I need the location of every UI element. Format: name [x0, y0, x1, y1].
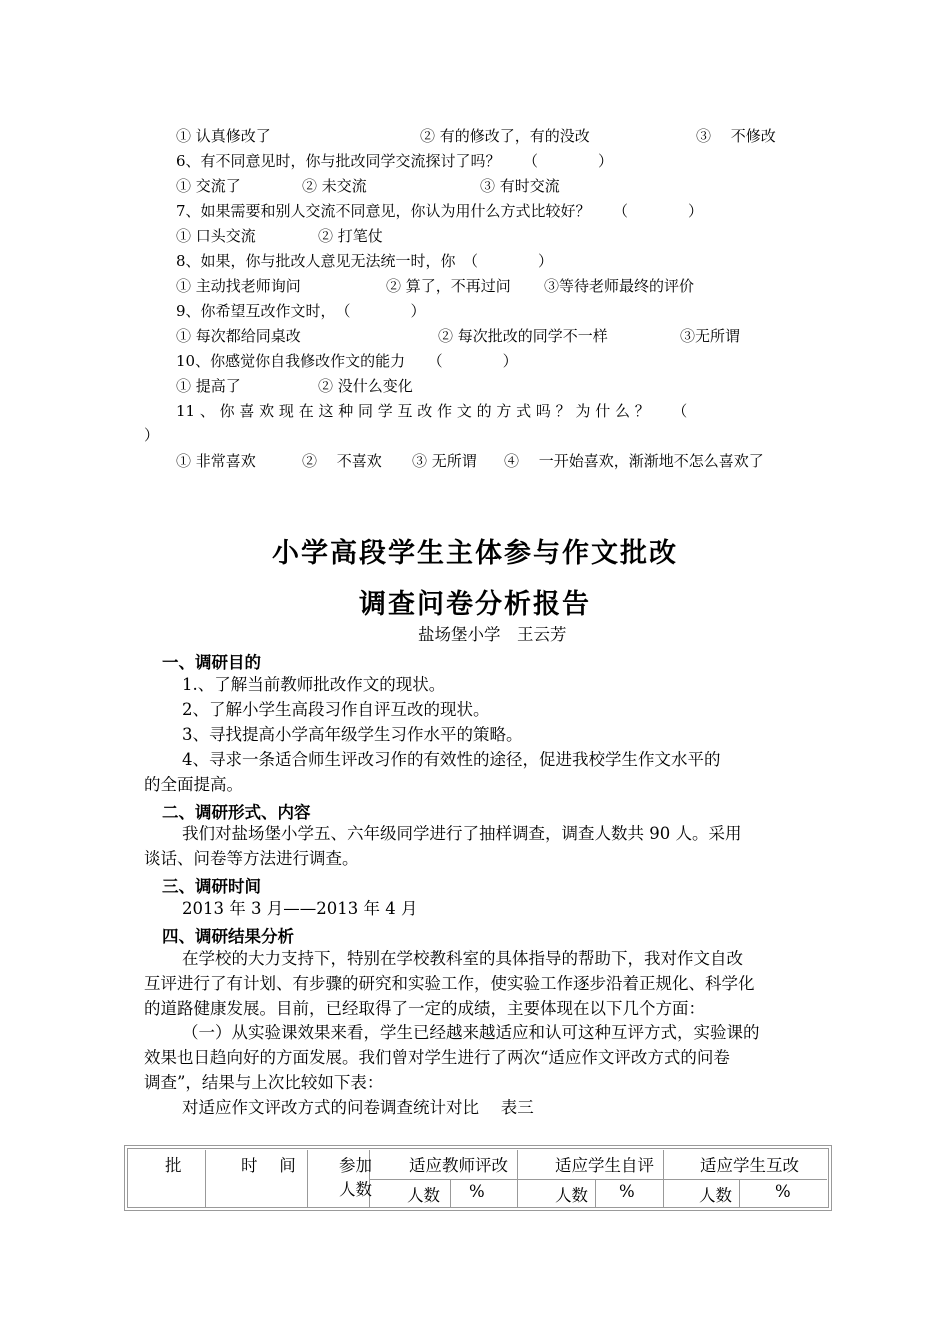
q8-option-2: ② 算了，不再过问 — [386, 277, 511, 295]
section-2-heading: 二、调研形式、内容 — [162, 803, 311, 822]
q5-option-3: ③ 不修改 — [696, 127, 776, 145]
header-participants-line-2: 人数 — [339, 1180, 372, 1199]
table-divider — [369, 1179, 827, 1180]
s2-line-1: 我们对盐场堡小学五、六年级同学进行了抽样调查，调查人数共 90 人。采用 — [182, 824, 742, 843]
s1-item-3: 3、寻找提高小学高年级学生习作水平的策略。 — [182, 725, 523, 744]
q5-option-2: ② 有的修改了，有的没改 — [420, 127, 590, 145]
table-caption: 对适应作文评改方式的问卷调查统计对比 表三 — [182, 1098, 534, 1117]
question-9: 9、你希望互改作文时， （ ） — [176, 302, 426, 320]
q6-option-1: ① 交流了 — [176, 177, 241, 195]
question-10: 10、你感觉你自我修改作文的能力 （ ） — [176, 352, 518, 370]
subheader-count: 人数 — [555, 1186, 588, 1205]
header-self-evaluation: 适应学生自评 — [555, 1156, 654, 1175]
s1-item-4: 4、寻求一条适合师生评改习作的有效性的途径，促进我校学生作文水平的 — [182, 750, 721, 769]
question-11-close: ） — [144, 426, 160, 444]
q9-option-3: ③无所谓 — [680, 327, 741, 345]
report-title-line-1: 小学高段学生主体参与作文批改 — [272, 538, 678, 569]
s4-p2-line-3: 调查”，结果与上次比较如下表： — [144, 1073, 384, 1092]
question-8: 8、如果，你与批改人意见无法统一时，你 （ ） — [176, 252, 554, 270]
q11-option-1: ① 非常喜欢 — [176, 452, 256, 470]
subheader-count: 人数 — [699, 1186, 732, 1205]
header-time: 时 间 — [241, 1156, 296, 1175]
section-1-heading: 一、调研目的 — [162, 653, 261, 672]
question-6: 6、有不同意见时，你与批改同学交流探讨了吗？ （ ） — [176, 152, 614, 170]
q10-option-1: ① 提高了 — [176, 377, 241, 395]
q5-option-1: ① 认真修改了 — [176, 127, 271, 145]
q11-option-3: ③ 无所谓 — [412, 452, 477, 470]
subheader-count: 人数 — [407, 1186, 440, 1205]
q6-option-3: ③ 有时交流 — [480, 177, 560, 195]
q6-option-2: ② 未交流 — [302, 177, 367, 195]
s4-p2-line-1: （一）从实验课效果来看，学生已经越来越适应和认可这种互评方式，实验课的 — [182, 1023, 760, 1042]
question-11: 11 、 你 喜 欢 现 在 这 种 同 学 互 改 作 文 的 方 式 吗 ？ 为 什 么 ？ （ — [176, 402, 688, 420]
s4-p1-line-1: 在学校的大力支持下，特别在学校教科室的具体指导的帮助下，我对作文自改 — [182, 949, 743, 968]
s4-p1-line-3: 的道路健康发展。目前，已经取得了一定的成绩，主要体现在以下几个方面： — [144, 999, 705, 1018]
q7-option-2: ② 打笔仗 — [318, 227, 383, 245]
header-peer-correction: 适应学生互改 — [700, 1156, 799, 1175]
s3-text: 2013 年 3 月——2013 年 4 月 — [182, 899, 418, 918]
header-teacher-correction: 适应教师评改 — [409, 1156, 508, 1175]
s1-item-4-cont: 的全面提高。 — [144, 775, 243, 794]
header-batch: 批 — [165, 1156, 182, 1175]
table-divider — [450, 1180, 451, 1208]
table-divider — [739, 1180, 740, 1208]
report-author: 盐场堡小学 王云芳 — [418, 625, 567, 644]
report-title-line-2: 调查问卷分析报告 — [359, 589, 591, 620]
subheader-percent: % — [469, 1182, 485, 1201]
s2-line-2: 谈话、问卷等方法进行调查。 — [144, 849, 359, 868]
section-4-heading: 四、调研结果分析 — [162, 927, 294, 946]
q8-option-1: ① 主动找老师询问 — [176, 277, 301, 295]
q7-option-1: ① 口头交流 — [176, 227, 256, 245]
table-divider — [595, 1180, 596, 1208]
q11-option-4: ④ 一开始喜欢，渐渐地不怎么喜欢了 — [504, 452, 764, 470]
table-divider — [205, 1150, 206, 1208]
q10-option-2: ② 没什么变化 — [318, 377, 413, 395]
statistics-table — [124, 1145, 832, 1211]
s1-item-1: 1.、了解当前教师批改作文的现状。 — [182, 675, 446, 694]
section-3-heading: 三、调研时间 — [162, 877, 261, 896]
question-7: 7、如果需要和别人交流不同意见，你认为用什么方式比较好？ （ ） — [176, 202, 704, 220]
s1-item-2: 2、了解小学生高段习作自评互改的现状。 — [182, 700, 490, 719]
q9-option-1: ① 每次都给同桌改 — [176, 327, 301, 345]
table-divider — [307, 1150, 308, 1208]
header-participants-line-1: 参加 — [339, 1156, 372, 1175]
subheader-percent: % — [619, 1182, 635, 1201]
s4-p2-line-2: 效果也日趋向好的方面发展。我们曾对学生进行了两次“适应作文评改方式的问卷 — [144, 1048, 730, 1067]
q9-option-2: ② 每次批改的同学不一样 — [438, 327, 608, 345]
q8-option-3: ③等待老师最终的评价 — [544, 277, 695, 295]
s4-p1-line-2: 互评进行了有计划、有步骤的研究和实验工作，使实验工作逐步沿着正规化、科学化 — [144, 974, 755, 993]
q11-option-2: ② 不喜欢 — [302, 452, 382, 470]
subheader-percent: % — [775, 1182, 791, 1201]
